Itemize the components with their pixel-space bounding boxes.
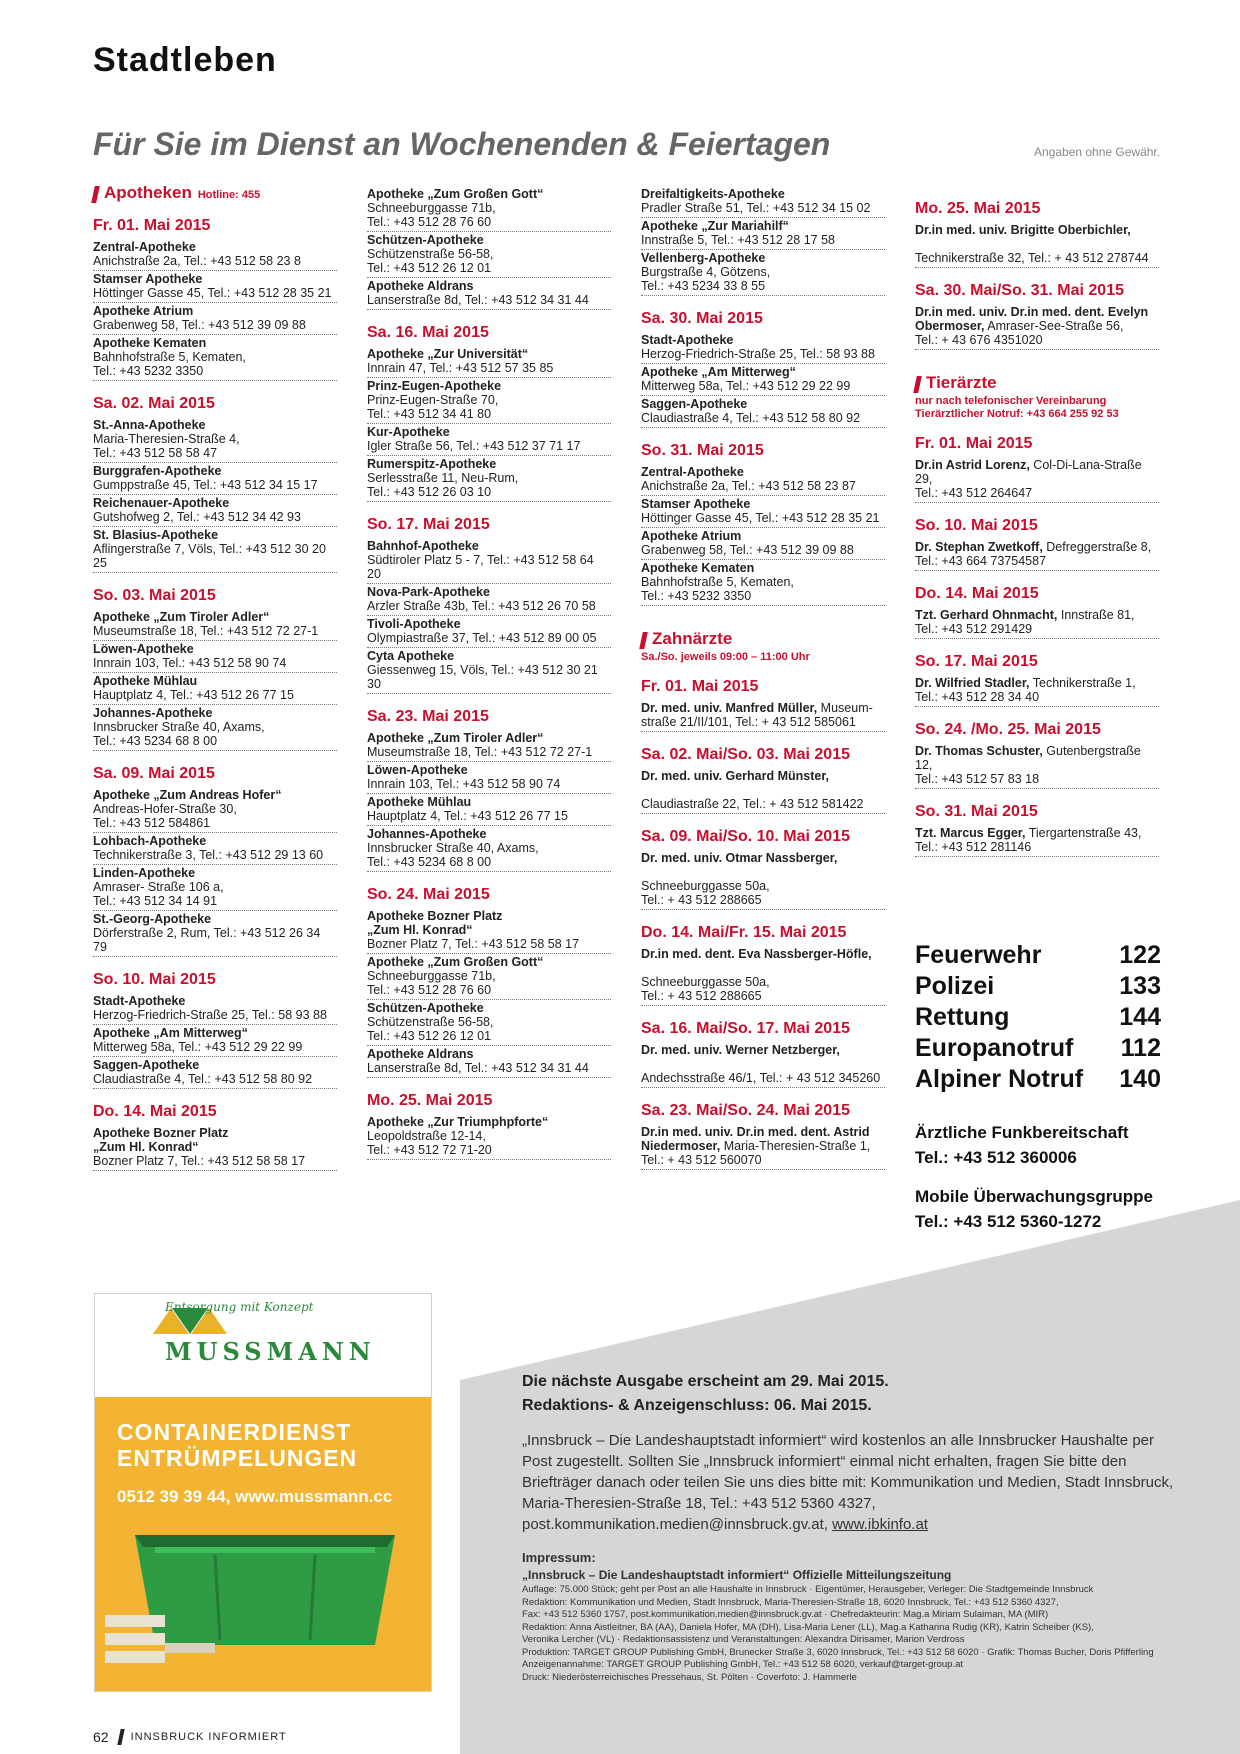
date-heading: Do. 14. Mai 2015 [93,1103,217,1120]
entry-address: Prinz-Eugen-Straße 70, Tel.: +43 512 34 41 80 [367,393,499,421]
service-entry [93,495,337,527]
service-entry [641,946,885,1006]
service-entry [641,186,885,218]
service-entry [93,787,337,833]
service-entry [367,826,611,872]
service-entry [367,1000,611,1046]
column-4 [915,186,1159,857]
entry-address: Schneeburggasse 71b, Tel.: +43 512 28 76 60 [367,969,496,997]
emergency-row [915,940,1161,971]
emergency-row [915,1064,1161,1095]
impressum-title: Impressum: [522,1550,596,1565]
date-heading: So. 24. /Mo. 25. Mai 2015 [915,721,1101,738]
emergency-number: 140 [1119,1065,1161,1093]
entry-address: Claudiastraße 22, Tel.: + 43 512 581422 [641,797,864,811]
entry-name: Apotheke Atrium [641,529,742,543]
entry-name: Dr.in med. univ. Dr.in med. dent. Astrid Niedermoser, [641,1125,870,1153]
entry-address: Igler Straße 56, Tel.: +43 512 37 71 17 [367,439,581,453]
service-entry [93,417,337,463]
entry-address: Bahnhofstraße 5, Kematen, Tel.: +43 5232 3350 [641,575,794,603]
website-link[interactable]: www.ibkinfo.at [832,1516,928,1533]
emergency-number: 133 [1119,972,1161,1000]
emergency-service: Feuerwehr [915,941,1042,969]
entry-name: Apotheke Mühlau [367,795,472,809]
service-entry [93,1025,337,1057]
service-entry [93,641,337,673]
service-entry [93,865,337,911]
page-heading: Für Sie im Dienst an Wochenenden & Feiertagen [93,126,831,162]
date-heading: So. 24. Mai 2015 [367,886,490,903]
emergency-number: 112 [1120,1034,1161,1062]
category-title: Zahnärzte [652,629,733,648]
category-note: nur nach telefonischer Vereinbarung [915,395,1107,407]
service-entry [367,186,611,232]
section-title: Stadtleben [93,41,277,79]
entry-address: Mitterweg 58a, Tel.: +43 512 29 22 99 [93,1040,303,1054]
entry-name: Apotheke „Zum Großen Gott“ [367,187,544,201]
entry-address: Amraser- Straße 106 a, Tel.: +43 512 34 14 91 [93,880,224,908]
publication-name: INNSBRUCK INFORMIERT [130,1731,287,1743]
entry-name: Schützen-Apotheke [367,233,484,247]
entry-name: Apotheke „Zum Großen Gott“ [367,955,544,969]
info-paragraph: „Innsbruck – Die Landeshauptstadt informiert“ wird kostenlos an alle Innsbrucker Haushalte per Post zugestellt. Sollten Sie „Innsbruck informiert“ einmal nicht erhalten, fragen Sie bitte den Briefträger danach oder teilen Sie uns dies bitte mit: Kommunikation und Medien, Stadt Innsbruck, Maria-Theresien-Straße 18, Tel.: +43 512 5360 4327, post.kommunikation.medien@innsbruck.gv.at, www.ibkinfo.at [522,1432,1174,1533]
impressum-line: Auflage: 75.000 Stück; geht per Post an alle Haushalte in Innsbruck · Eigentümer, Herausgeber, Verleger: Die Stadtgemeinde Innsbruck [522,1584,1094,1595]
entry-address: Andechsstraße 46/1, Tel.: + 43 512 345260 [641,1071,881,1085]
entry-address: Amraser-See-Straße 56, Tel.: + 43 676 4351020 [915,319,1124,347]
entry-address: Innrain 47, Tel.: +43 512 57 35 85 [367,361,554,375]
entry-address: Defreggerstraße 8, Tel.: +43 664 73754587 [915,540,1152,568]
entry-address: Südtiroler Platz 5 - 7, Tel.: +43 512 58 64 20 [367,553,594,581]
entry-name: St.-Anna-Apotheke [93,418,206,432]
mobile-label: Mobile Überwachungsgruppe [915,1187,1154,1206]
date-heading: Sa. 16. Mai/So. 17. Mai 2015 [641,1020,850,1037]
category-tieraerzte [915,373,1159,393]
entry-name: Tzt. Marcus Egger, [915,826,1026,840]
entry-address: Dörferstraße 2, Rum, Tel.: +43 512 26 34 79 [93,926,321,954]
service-entry [367,456,611,502]
entry-address: Innsbrucker Straße 40, Axams, Tel.: +43 5234 68 8 00 [93,720,265,748]
service-entry [367,954,611,1000]
date-heading: Sa. 30. Mai 2015 [641,310,763,327]
entry-name: Löwen-Apotheke [93,642,194,656]
entry-name: Dr. med. univ. Werner Netzberger, [641,1043,840,1057]
entry-address: Technikerstraße 1, Tel.: +43 512 28 34 40 [915,676,1136,704]
service-entry [641,218,885,250]
entry-name: Dr. med. univ. Manfred Müller, [641,701,818,715]
date-heading: Sa. 02. Mai/So. 03. Mai 2015 [641,746,850,763]
service-entry [915,304,1159,350]
category-marker-icon [91,186,100,203]
emergency-row [915,971,1161,1002]
entry-name: Linden-Apotheke [93,866,196,880]
entry-name: Stamser Apotheke [641,497,751,511]
entry-name: Apotheke Mühlau [93,674,198,688]
service-entry [367,1114,611,1160]
entry-address: Claudiastraße 4, Tel.: +43 512 58 80 92 [641,411,861,425]
service-entry [915,222,1159,268]
service-entry [915,539,1159,571]
date-heading: Sa. 23. Mai/So. 24. Mai 2015 [641,1102,850,1119]
impressum-line: Anzeigenannahme: TARGET GROUP Publishing GmbH, Tel.: +43 512 58 6020, verkauf@target-group.at [522,1659,963,1670]
service-entry [367,278,611,310]
entry-address: Olympiastraße 37, Tel.: +43 512 89 00 05 [367,631,597,645]
entry-name: Vellenberg-Apotheke [641,251,766,265]
entry-address: Lanserstraße 8d, Tel.: +43 512 34 31 44 [367,1061,589,1075]
entry-name: Dr. Thomas Schuster, [915,744,1043,758]
service-entry [367,232,611,278]
service-entry [93,911,337,957]
impressum-line: Redaktion: Kommunikation und Medien, Stadt Innsbruck, Maria-Theresien-Straße 18, 6020 Innsbruck, Tel.: +43 512 5360 4327, [522,1596,1059,1608]
service-entry [367,794,611,826]
entry-address: Gutshofweg 2, Tel.: +43 512 34 42 93 [93,510,301,524]
entry-address: Museum- straße 21/II/101, Tel.: + 43 512 585061 [641,701,873,729]
entry-name: Apotheke „Zur Mariahilf“ [641,219,789,233]
entry-address: Museumstraße 18, Tel.: +43 512 72 27-1 [367,745,593,759]
entry-address: Maria-Theresien-Straße 4, Tel.: +43 512 58 58 47 [93,432,240,460]
entry-name: St.-Georg-Apotheke [93,912,212,926]
service-entry [641,332,885,364]
page-number: 62 [93,1729,109,1745]
emergency-service: Europanotruf [915,1034,1074,1062]
advertisement[interactable] [94,1293,432,1692]
mobile-phone: Tel.: +43 512 5360-1272 [915,1212,1102,1231]
service-entry [93,993,337,1025]
date-heading: Do. 14. Mai 2015 [915,585,1039,602]
entry-address: Burgstraße 4, Götzens, Tel.: +43 5234 33 8 55 [641,265,771,293]
date-heading: Sa. 23. Mai 2015 [367,708,489,725]
entry-address: Innstraße 5, Tel.: +43 512 28 17 58 [641,233,836,247]
date-heading: So. 10. Mai 2015 [93,971,216,988]
impressum-line: Veronika Lercher (VL) · Redaktionsassistenz und Veranstaltungen: Alexandra Dirisamer, Marion Verdross [522,1634,965,1645]
service-entry [93,673,337,705]
entry-address: Innrain 103, Tel.: +43 512 58 90 74 [93,656,287,670]
ad-slogan: Entsorgung mit Konzept [165,1300,314,1314]
entry-name: Dreifaltigkeits-Apotheke [641,187,785,201]
service-entry [641,1042,885,1088]
service-entry [367,648,611,694]
service-entry [367,378,611,424]
category-title: Tierärzte [926,373,997,392]
entry-name: Saggen-Apotheke [93,1058,200,1072]
service-entry [93,239,337,271]
entry-name: Kur-Apotheke [367,425,450,439]
service-entry [915,457,1159,503]
emergency-number: 122 [1119,941,1161,969]
service-entry [367,762,611,794]
date-heading: Sa. 09. Mai 2015 [93,765,215,782]
date-heading: So. 10. Mai 2015 [915,517,1038,534]
service-entry [641,496,885,528]
impressum-subtitle: „Innsbruck – Die Landeshauptstadt informiert“ Offizielle Mitteilungszeitung [522,1568,952,1582]
entry-name: Apotheke Kematen [93,336,207,350]
service-entry [915,825,1159,857]
entry-name: Dr.in med. dent. Eva Nassberger-Höfle, [641,947,872,961]
entry-name: Burggrafen-Apotheke [93,464,222,478]
entry-address: Schützenstraße 56-58, Tel.: +43 512 26 12 01 [367,247,494,275]
entry-address: Claudiastraße 4, Tel.: +43 512 58 80 92 [93,1072,313,1086]
service-entry [367,584,611,616]
entry-address: Giessenweg 15, Völs, Tel.: +43 512 30 21 30 [367,663,598,691]
entry-name: Apotheke Kematen [641,561,755,575]
entry-name: Dr. Stephan Zwetkoff, [915,540,1043,554]
entry-address: Arzler Straße 43b, Tel.: +43 512 26 70 58 [367,599,596,613]
entry-address: Herzog-Friedrich-Straße 25, Tel.: 58 93 88 [93,1008,327,1022]
service-entry [93,609,337,641]
service-entry [93,527,337,573]
entry-address: Innrain 103, Tel.: +43 512 58 90 74 [367,777,561,791]
entry-name: Apotheke Aldrans [367,1047,474,1061]
emergency-service: Alpiner Notruf [915,1065,1084,1093]
page-footer [93,1729,287,1745]
service-entry [915,743,1159,789]
entry-name: Zentral-Apotheke [93,240,196,254]
entry-address: Bahnhofstraße 5, Kematen, Tel.: +43 5232 3350 [93,350,246,378]
service-entry [641,464,885,496]
entry-address: Höttinger Gasse 45, Tel.: +43 512 28 35 21 [641,511,880,525]
entry-name: St. Blasius-Apotheke [93,528,219,542]
entry-name: Nova-Park-Apotheke [367,585,490,599]
service-entry [367,424,611,456]
service-entry [641,1124,885,1170]
service-entry [367,538,611,584]
service-entry [367,1046,611,1078]
entry-name: Johannes-Apotheke [93,706,213,720]
entry-address: Schneeburggasse 50a, Tel.: + 43 512 288665 [641,879,770,907]
category-marker-icon [639,632,648,649]
entry-address: Schneeburggasse 71b, Tel.: +43 512 28 76 60 [367,201,496,229]
emergency-row [915,1002,1161,1033]
impressum-line: Produktion: TARGET GROUP Publishing GmbH, Brunecker Straße 3, 6020 Innsbruck, Tel.: +43 512 58 6020 · Grafik: Thomas Bucher, Doris Pfifferling [522,1646,1154,1658]
service-entry [93,705,337,751]
entry-name: Apotheke Atrium [93,304,194,318]
entry-address: Innstraße 81, Tel.: +43 512 291429 [915,608,1135,636]
entry-address: Pradler Straße 51, Tel.: +43 512 34 15 02 [641,201,871,215]
service-entry [93,303,337,335]
impressum [522,1549,1182,1684]
entry-address: Technikerstraße 32, Tel.: + 43 512 278744 [915,251,1149,265]
entry-name: Dr. Wilfried Stadler, [915,676,1030,690]
ad-headline: CONTAINERDIENST ENTRÜMPELUNGEN [117,1419,358,1471]
entry-name: Cyta Apotheke [367,649,455,663]
impressum-line: Fax: +43 512 5360 1757, post.kommunikation.medien@innsbruck.gv.at · Chefredakteurin: Mag.a Miriam Sulaiman, MA (MIR) [522,1609,1049,1620]
entry-address: Grabenweg 58, Tel.: +43 512 39 09 88 [93,318,306,332]
entry-address: Maria-Theresien-Straße 1, Tel.: + 43 512 560070 [641,1139,871,1167]
service-entry [641,560,885,606]
entry-address: Anichstraße 2a, Tel.: +43 512 58 23 8 [93,254,301,268]
entry-name: Dr.in Astrid Lorenz, [915,458,1030,472]
category-note: Sa./So. jeweils 09:00 – 11:00 Uhr [641,651,810,663]
service-entry [93,1125,337,1171]
entry-address: Andreas-Hofer-Straße 30, Tel.: +43 512 584861 [93,802,237,830]
entry-name: Apotheke „Zur Triumphpforte“ [367,1115,549,1129]
container-illustration [95,1515,432,1692]
entry-address: Schneeburggasse 50a, Tel.: + 43 512 288665 [641,975,770,1003]
disclaimer: Angaben ohne Gewähr. [1034,145,1161,159]
entry-name: Zentral-Apotheke [641,465,744,479]
entry-name: Prinz-Eugen-Apotheke [367,379,502,393]
service-entry [641,850,885,910]
entry-name: Tzt. Gerhard Ohnmacht, [915,608,1058,622]
entry-address: Anichstraße 2a, Tel.: +43 512 58 23 87 [641,479,856,493]
entry-address: Gutenbergstraße 12, Tel.: +43 512 57 83 18 [915,744,1141,786]
radio-label: Ärztliche Funkbereitschaft [915,1123,1129,1142]
category-zahnaerzte [641,629,885,649]
entry-name: Apotheke Bozner Platz „Zum Hl. Konrad“ [93,1126,229,1154]
entry-address: Technikerstraße 3, Tel.: +43 512 29 13 60 [93,848,324,862]
entry-name: Stadt-Apotheke [641,333,734,347]
entry-name: Lohbach-Apotheke [93,834,207,848]
entry-name: Apotheke „Am Mitterweg“ [93,1026,248,1040]
hotline: Hotline: 455 [197,189,261,201]
date-heading: Sa. 16. Mai 2015 [367,324,489,341]
column-3 [641,186,885,1170]
ad-logo [95,1294,431,1397]
service-entry [93,463,337,495]
date-heading: Sa. 09. Mai/So. 10. Mai 2015 [641,828,850,845]
entry-address: Herzog-Friedrich-Straße 25, Tel.: 58 93 88 [641,347,875,361]
date-heading: Sa. 02. Mai 2015 [93,395,215,412]
date-heading: Fr. 01. Mai 2015 [641,678,759,695]
entry-name: Löwen-Apotheke [367,763,468,777]
entry-address: Serlesstraße 11, Neu-Rum, Tel.: +43 512 26 03 10 [367,471,519,499]
entry-address: Innsbrucker Straße 40, Axams, Tel.: +43 5234 68 8 00 [367,841,539,869]
date-heading: Fr. 01. Mai 2015 [93,217,211,234]
entry-name: Apotheke Bozner Platz „Zum Hl. Konrad“ [367,909,503,937]
radio-phone: Tel.: +43 512 360006 [915,1148,1077,1167]
category-title: Apotheken [104,183,192,202]
service-entry [641,364,885,396]
entry-name: Dr. med. univ. Otmar Nassberger, [641,851,838,865]
date-heading: So. 17. Mai 2015 [915,653,1038,670]
service-entry [915,675,1159,707]
service-entry [641,700,885,732]
vet-emergency-number: Tierärztlicher Notruf: +43 664 255 92 53 [915,408,1119,420]
entry-address: Leopoldstraße 12-14, Tel.: +43 512 72 71-20 [367,1129,492,1157]
emergency-service: Rettung [915,1003,1010,1031]
entry-address: Höttinger Gasse 45, Tel.: +43 512 28 35 21 [93,286,332,300]
emergency-row [915,1033,1161,1064]
column-1 [93,184,337,1171]
service-entry [641,528,885,560]
entry-name: Reichenauer-Apotheke [93,496,230,510]
service-entry [93,271,337,303]
entry-name: Johannes-Apotheke [367,827,487,841]
entry-name: Saggen-Apotheke [641,397,748,411]
entry-address: Schützenstraße 56-58, Tel.: +43 512 26 12 01 [367,1015,494,1043]
emergency-numbers [915,940,1161,1095]
entry-name: Dr. med. univ. Gerhard Münster, [641,769,830,783]
date-heading: Sa. 30. Mai/So. 31. Mai 2015 [915,282,1124,299]
service-entry [367,730,611,762]
ad-brand: MUSSMANN [165,1337,376,1366]
entry-name: Tivoli-Apotheke [367,617,461,631]
entry-name: Schützen-Apotheke [367,1001,484,1015]
service-entry [641,396,885,428]
entry-name: Apotheke „Am Mitterweg“ [641,365,796,379]
entry-address: Mitterweg 58a, Tel.: +43 512 29 22 99 [641,379,851,393]
entry-address: Bozner Platz 7, Tel.: +43 512 58 58 17 [367,937,580,951]
entry-name: Stadt-Apotheke [93,994,186,1008]
service-entry [367,616,611,648]
entry-address: Hauptplatz 4, Tel.: +43 512 26 77 15 [367,809,568,823]
entry-name: Dr.in med. univ. Dr.in med. dent. Evelyn Obermoser, [915,305,1149,333]
entry-address: Aflingerstraße 7, Völs, Tel.: +43 512 30 20 25 [93,542,326,570]
date-heading: Fr. 01. Mai 2015 [915,435,1033,452]
impressum-line: Druck: Niederösterreichisches Pressehaus, St. Pölten · Coverfoto: J. Hammerle [522,1671,857,1683]
service-entry [915,607,1159,639]
service-entry [93,1057,337,1089]
ad-body [95,1397,431,1692]
entry-address: Museumstraße 18, Tel.: +43 512 72 27-1 [93,624,319,638]
entry-name: Apotheke „Zum Tiroler Adler“ [367,731,544,745]
date-heading: Mo. 25. Mai 2015 [915,200,1041,217]
service-entry [641,768,885,814]
date-heading: Do. 14. Mai/Fr. 15. Mai 2015 [641,924,847,941]
entry-name: Bahnhof-Apotheke [367,539,479,553]
entry-name: Apotheke Aldrans [367,279,474,293]
deadline: Redaktions- & Anzeigenschluss: 06. Mai 2015. [522,1397,872,1414]
emergency-number: 144 [1119,1003,1161,1031]
entry-name: Apotheke „Zum Tiroler Adler“ [93,610,270,624]
date-heading: So. 31. Mai 2015 [915,803,1038,820]
entry-address: Lanserstraße 8d, Tel.: +43 512 34 31 44 [367,293,589,307]
entry-name: Apotheke „Zum Andreas Hofer“ [93,788,282,802]
service-entry [93,833,337,865]
next-issue-date: Die nächste Ausgabe erscheint am 29. Mai 2015. [522,1373,889,1390]
ad-phone: 0512 39 39 44, www.mussmann.cc [117,1487,393,1506]
footer-marker-icon [117,1729,124,1745]
date-heading: Mo. 25. Mai 2015 [367,1092,493,1109]
entry-name: Stamser Apotheke [93,272,203,286]
next-issue-info [522,1370,1182,1684]
entry-address: Tiergartenstraße 43, Tel.: +43 512 281146 [915,826,1142,854]
service-entry [641,250,885,296]
category-apotheken [93,183,337,203]
entry-address: Grabenweg 58, Tel.: +43 512 39 09 88 [641,543,854,557]
category-marker-icon [913,376,922,393]
entry-address: Bozner Platz 7, Tel.: +43 512 58 58 17 [93,1154,306,1168]
entry-address: Gumppstraße 45, Tel.: +43 512 34 15 17 [93,478,318,492]
date-heading: So. 17. Mai 2015 [367,516,490,533]
entry-address: Col-Di-Lana-Straße 29, Tel.: +43 512 264647 [915,458,1142,500]
service-entry [93,335,337,381]
entry-name: Rumerspitz-Apotheke [367,457,497,471]
service-entry [367,346,611,378]
column-2 [367,186,611,1160]
date-heading: So. 31. Mai 2015 [641,442,764,459]
date-heading: So. 03. Mai 2015 [93,587,216,604]
service-entry [367,908,611,954]
emergency-service: Polizei [915,972,995,1000]
entry-name: Apotheke „Zur Universität“ [367,347,529,361]
impressum-line: Redaktion: Anna Aistleitner, BA (AA), Daniela Hofer, MA (DH), Lisa-Maria Lener (LL), Mag.a Katharina Rudig (KR), Katrin Scheiber (KS), [522,1621,1094,1633]
entry-address: Hauptplatz 4, Tel.: +43 512 26 77 15 [93,688,294,702]
entry-name: Dr.in med. univ. Brigitte Oberbichler, [915,223,1131,237]
